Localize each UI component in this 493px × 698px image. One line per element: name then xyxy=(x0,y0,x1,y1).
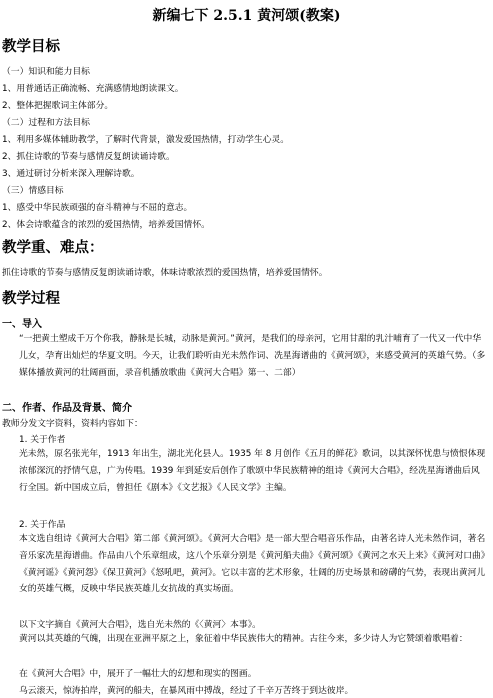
objective-line: 1、感受中华民族顽强的奋斗精神与不屈的意志。 xyxy=(2,203,193,213)
work-paragraph: 本文选自组诗《黄河大合唱》第二部《黄河颂》。《黄河大合唱》是一部大型合唱音乐作品，由著名诗人光未然作词，著名音乐家冼星海谱曲。作品由八个乐章组成，这八个乐章分别是《黄河船夫曲》《黄河颂》《黄河之水天上来》《黄河对口曲》《黄河谣》《黄河怨》《保卫黄河》《怒吼吧，黄河》。它以丰富的艺术形象，壮阔的历史场景和磅礴的气势，表现出黄河儿女的英雄气概，反映中华民族英雄儿女抗战的真实场面。 xyxy=(19,534,486,595)
author-line: 1. 关于作者 xyxy=(19,435,66,445)
process-heading: 教学过程 xyxy=(2,290,60,307)
author-section-heading: 二、作者、作品及背景、简介 xyxy=(2,403,132,414)
work-heading: 2. 关于作品 xyxy=(19,520,66,530)
poem-line: 在《黄河大合唱》中，展开了一幅壮大的幻想和现实的图画。 xyxy=(19,669,257,679)
objective-line: （三）情感目标 xyxy=(2,186,64,196)
author-line: 教师分发文字资料，资料内容如下： xyxy=(2,419,143,429)
objective-line: （一）知识和能力目标 xyxy=(2,67,90,77)
objective-line: 2、体会诗歌蕴含的浓烈的爱国热情，培养爱国情怀。 xyxy=(2,220,210,230)
poem-note: 以下文字摘自《黄河大合唱》，选自光未然的《〈黄河〉本事》。 xyxy=(19,620,261,630)
objective-line: （二）过程和方法目标 xyxy=(2,118,90,128)
key-points-text: 抓住诗歌的节奏与感情反复朗读诵诗歌，体味诗歌浓烈的爱国热情，培养爱国情怀。 xyxy=(2,268,328,278)
poem-line: 乌云滚天，惊涛拍岸，黄河的船夫，在暴风雨中搏战，经过了千辛万苦终于到达彼岸。 xyxy=(19,686,354,696)
poem-paragraph: 黄河以其英雄的气魄，出现在亚洲平原之上，象征着中华民族伟大的精神。古往今来，多少诗人为它赞颂着歌唱着： xyxy=(19,634,468,644)
objective-line: 1、用普通话正确流畅、充满感情地朗读课文。 xyxy=(2,84,184,94)
objective-line: 1、利用多媒体辅助教学，了解时代背景，激发爱国热情，打动学生心灵。 xyxy=(2,135,290,145)
objective-line: 3、通过研讨分析来深入理解诗歌。 xyxy=(2,169,140,179)
author-bio-paragraph: 光未然，原名张光年，1913 年出生，湖北光化县人。1935 年 8 月创作《五月的鲜花》歌词，以其深怀忧患与愤恨体现浓郁深沉的抒情气息，广为传唱。1939 年到延安后创作了歌颂中华民族精神的组诗《黄河大合唱》，经冼星海谱曲后风行全国。新中国成立后，曾担任《剧本》《文艺报》《人民文学》主编。 xyxy=(19,449,486,493)
intro-heading: 一、导入 xyxy=(2,319,42,330)
objective-line: 2、整体把握歌词主体部分。 xyxy=(2,101,114,111)
key-points-heading: 教学重、难点： xyxy=(2,239,104,256)
document-title: 新编七下 2.5.1 黄河颂(教案) xyxy=(152,8,341,24)
intro-paragraph: “一把黄土塑成千万个你我，静脉是长城，动脉是黄河。”黄河，是我们的母亲河，它用甘甜的乳汁哺育了一代又一代中华儿女，孕育出灿烂的华夏文明。今天，让我们聆听由光未然作词、冼星海谱曲的《黄河颂》，来感受黄河的英雄气势。（多媒体播放黄河的壮阔画面，录音机播放歌曲《黄河大合唱》第一、二部） xyxy=(19,334,486,378)
objective-line: 2、抓住诗歌的节奏与感情反复朗读诵诗歌。 xyxy=(2,152,175,162)
objectives-heading: 教学目标 xyxy=(2,38,60,55)
